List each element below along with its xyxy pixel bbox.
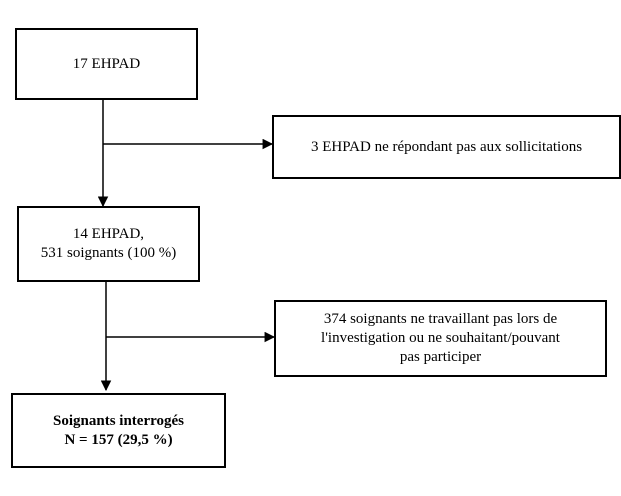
box-14-ehpad-line-2: 531 soignants (100 %) — [40, 245, 177, 261]
box-soignants-interroges — [11, 393, 226, 468]
box-excluded-374-line-3: pas participer — [399, 349, 482, 365]
box-excluded-3-ehpad-line-1: 3 EHPAD ne répondant pas aux sollicitations — [310, 138, 583, 155]
box-excluded-374-soignants — [274, 300, 607, 377]
box-final-line-2: N = 157 (29,5 %) — [64, 431, 173, 448]
box-14-ehpad-line-1: 14 EHPAD, — [72, 226, 145, 242]
box-17-ehpad-line-1: 17 EHPAD — [72, 55, 141, 72]
box-14-ehpad — [17, 206, 200, 282]
box-final-line-1: Soignants interrogés — [53, 412, 184, 429]
box-excluded-374-line-1: 374 soignants ne travaillant pas lors de — [323, 311, 558, 327]
box-excluded-3-ehpad — [272, 115, 621, 179]
box-17-ehpad — [15, 28, 198, 100]
box-excluded-374-line-2: l'investigation ou ne souhaitant/pouvant — [321, 330, 560, 346]
